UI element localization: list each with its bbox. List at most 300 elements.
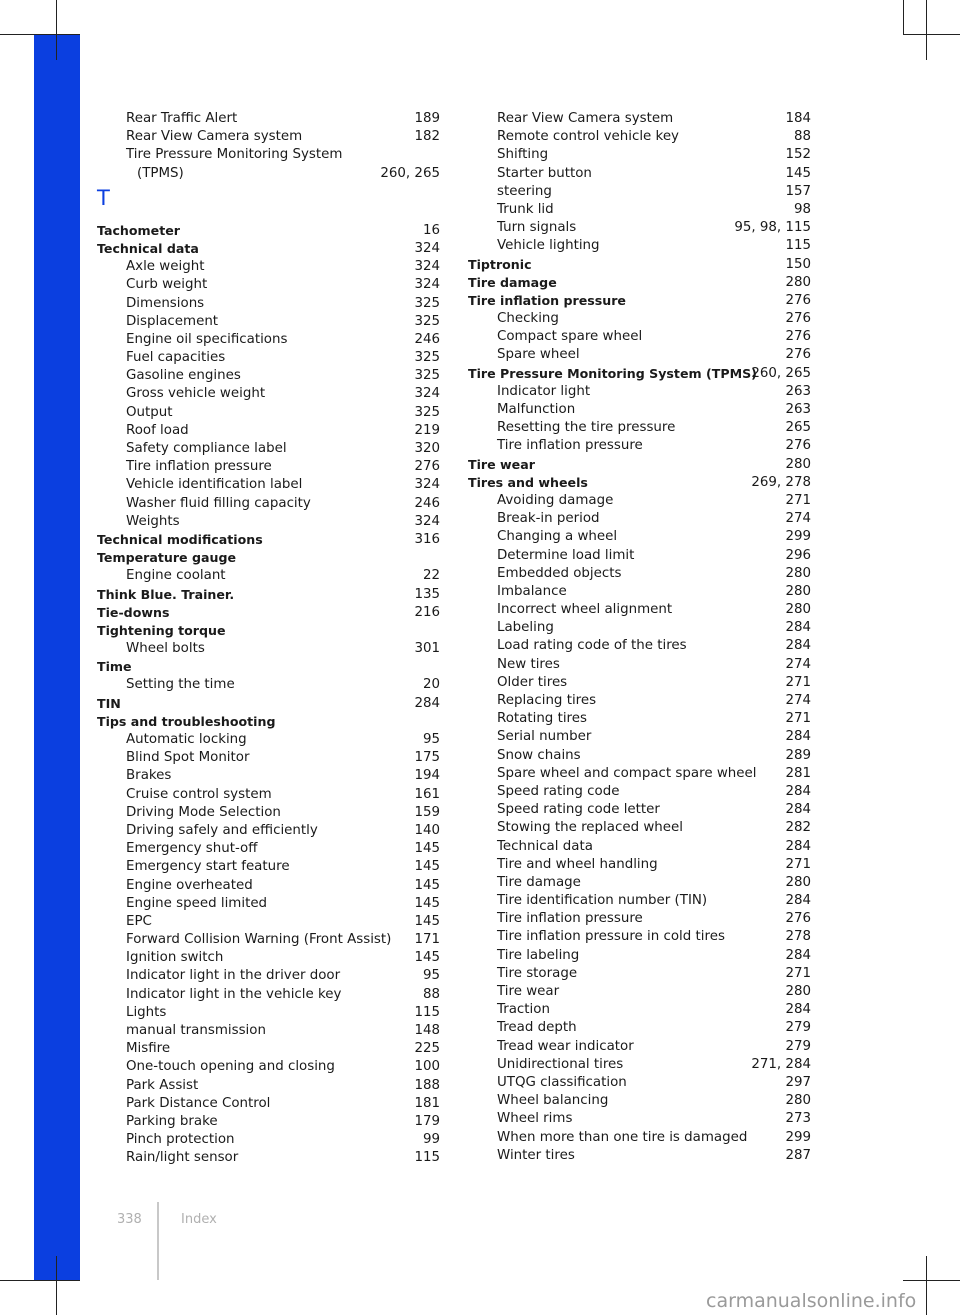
index-entry bbox=[468, 274, 811, 292]
entry-page-ref[interactable]: 276 bbox=[785, 329, 811, 345]
entry-term: Forward Collision Warning (Front Assist) bbox=[126, 932, 392, 948]
index-subentry bbox=[468, 928, 811, 946]
entry-page-ref[interactable]: 280 bbox=[785, 274, 811, 290]
entry-page-ref[interactable]: 276 bbox=[414, 459, 440, 475]
entry-page-ref[interactable]: 324 bbox=[414, 277, 440, 293]
index-subentry bbox=[468, 1074, 811, 1092]
entry-page-ref[interactable]: 284 bbox=[785, 893, 811, 909]
entry-term: Tire wear bbox=[468, 456, 535, 472]
entry-page-ref[interactable]: 135 bbox=[414, 586, 440, 602]
index-subentry bbox=[468, 1038, 811, 1056]
entry-term: Shifting bbox=[497, 147, 549, 163]
index-entry bbox=[468, 456, 811, 474]
entry-term: Stowing the replaced wheel bbox=[497, 820, 683, 836]
entry-page-ref[interactable]: 159 bbox=[414, 804, 440, 820]
entry-page-ref[interactable]: 276 bbox=[785, 347, 811, 363]
entry-page-ref[interactable]: 284 bbox=[785, 947, 811, 963]
crop-mark bbox=[903, 34, 960, 35]
entry-term: Displacement bbox=[126, 313, 219, 329]
entry-page-ref[interactable]: 95 bbox=[422, 968, 440, 984]
blue-sidebar-bar bbox=[34, 34, 80, 1280]
entry-page-ref[interactable]: 99 bbox=[422, 1132, 440, 1148]
index-entry bbox=[97, 240, 440, 258]
entry-term: Tire damage bbox=[468, 274, 557, 290]
entry-term: Tire storage bbox=[497, 965, 578, 981]
index-subentry bbox=[468, 965, 811, 983]
entry-page-ref[interactable]: 274 bbox=[785, 656, 811, 672]
entry-page-ref[interactable]: 179 bbox=[414, 1113, 440, 1129]
entry-term: New tires bbox=[497, 656, 560, 672]
entry-page-ref[interactable]: 271 bbox=[785, 711, 811, 727]
crop-mark bbox=[0, 34, 80, 35]
entry-term: Indicator light bbox=[497, 383, 591, 399]
entry-term: Dimensions bbox=[126, 295, 205, 311]
index-subentry bbox=[97, 786, 440, 804]
entry-page-ref[interactable]: 325 bbox=[414, 368, 440, 384]
index-entry bbox=[97, 622, 440, 640]
index-subentry bbox=[468, 801, 811, 819]
entry-term: Tire Pressure Monitoring System (TPMS) bbox=[468, 365, 757, 381]
entry-page-ref[interactable]: 246 bbox=[414, 331, 440, 347]
entry-term: Fuel capacities bbox=[126, 350, 226, 366]
index-subentry bbox=[468, 437, 811, 455]
entry-page-ref[interactable]: 284 bbox=[414, 695, 440, 711]
entry-term: Labeling bbox=[497, 620, 554, 636]
index-subentry bbox=[468, 947, 811, 965]
index-subentry bbox=[97, 1131, 440, 1149]
index-subentry bbox=[97, 513, 440, 531]
entry-page-ref[interactable]: 263 bbox=[785, 402, 811, 417]
entry-term: Driving Mode Selection bbox=[126, 804, 281, 820]
entry-term: Technical modifications bbox=[97, 531, 263, 547]
entry-page-ref[interactable]: 98 bbox=[793, 201, 811, 217]
entry-term: Emergency start feature bbox=[126, 859, 290, 875]
entry-page-ref[interactable]: 284 bbox=[785, 838, 811, 854]
entry-page-ref[interactable]: 324 bbox=[414, 513, 440, 529]
entry-term: Compact spare wheel bbox=[497, 329, 643, 345]
entry-page-ref[interactable]: 287 bbox=[785, 1147, 811, 1163]
letter-heading-text: T bbox=[97, 185, 110, 210]
index-subentry bbox=[97, 986, 440, 1004]
entry-term: Ignition switch bbox=[126, 950, 224, 966]
page-number: 338 bbox=[117, 1212, 142, 1227]
index-subentry bbox=[468, 128, 811, 146]
index-subentry bbox=[468, 583, 811, 601]
entry-page-ref[interactable]: 145 bbox=[414, 859, 440, 875]
index-subentry bbox=[97, 1113, 440, 1131]
entry-page-ref[interactable]: 324 bbox=[414, 240, 440, 256]
entry-page-ref[interactable]: 280 bbox=[785, 1093, 811, 1109]
entry-page-ref[interactable]: 22 bbox=[422, 568, 440, 584]
entry-term: Trunk lid bbox=[497, 201, 554, 217]
index-subentry bbox=[97, 128, 440, 146]
entry-page-ref[interactable]: 320 bbox=[414, 441, 440, 456]
index-subentry bbox=[468, 747, 811, 765]
index-entry bbox=[468, 292, 811, 310]
index-subentry bbox=[468, 1019, 811, 1037]
entry-page-ref[interactable]: 145 bbox=[414, 913, 440, 929]
entry-page-ref[interactable]: 188 bbox=[414, 1077, 440, 1093]
entry-term: Traction bbox=[497, 1002, 550, 1018]
entry-term: Temperature gauge bbox=[97, 550, 237, 566]
entry-page-ref[interactable]: 100 bbox=[414, 1059, 440, 1075]
index-subentry bbox=[468, 419, 811, 437]
entry-term: Changing a wheel bbox=[497, 529, 618, 545]
entry-page-ref[interactable]: 95, 98, 115 bbox=[734, 220, 811, 236]
index-subentry bbox=[97, 1022, 440, 1040]
index-subentry bbox=[468, 692, 811, 710]
entry-page-ref[interactable]: 246 bbox=[414, 495, 440, 511]
index-subentry bbox=[97, 822, 440, 840]
index-entry bbox=[97, 531, 440, 549]
entry-term: Engine speed limited bbox=[126, 895, 268, 911]
entry-page-ref[interactable]: 182 bbox=[414, 129, 440, 145]
entry-page-ref[interactable]: 260, 265 bbox=[380, 165, 440, 181]
index-subentry bbox=[468, 547, 811, 565]
entry-term: manual transmission bbox=[126, 1023, 266, 1038]
entry-term: Tire inflation pressure in cold tires bbox=[497, 929, 725, 945]
index-entry bbox=[97, 549, 440, 567]
index-subentry bbox=[468, 383, 811, 401]
entry-page-ref[interactable]: 289 bbox=[785, 747, 811, 763]
entry-page-ref[interactable]: 301 bbox=[414, 641, 440, 657]
index-column-right bbox=[468, 110, 811, 1165]
index-subentry bbox=[468, 983, 811, 1001]
index-subentry bbox=[468, 510, 811, 528]
index-subentry bbox=[97, 110, 440, 128]
entry-page-ref[interactable]: 271 bbox=[785, 674, 811, 690]
entry-page-ref[interactable]: 284 bbox=[785, 638, 811, 654]
entry-term: Vehicle identification label bbox=[126, 477, 303, 493]
entry-page-ref[interactable]: 260, 265 bbox=[751, 365, 811, 381]
index-subentry bbox=[468, 565, 811, 583]
index-letter-heading bbox=[97, 183, 440, 222]
entry-term: Tips and troubleshooting bbox=[97, 713, 276, 729]
index-subentry bbox=[97, 165, 440, 183]
index-subentry bbox=[97, 1040, 440, 1058]
entry-term: Tachometer bbox=[97, 222, 180, 238]
entry-term: Park Assist bbox=[126, 1077, 199, 1093]
index-subentry bbox=[97, 440, 440, 458]
index-subentry bbox=[468, 874, 811, 892]
entry-page-ref[interactable]: 284 bbox=[785, 1002, 811, 1018]
index-subentry bbox=[468, 165, 811, 183]
index-subentry bbox=[468, 146, 811, 164]
entry-term: Tire inflation pressure bbox=[468, 292, 626, 308]
index-subentry bbox=[97, 931, 440, 949]
entry-page-ref[interactable]: 20 bbox=[422, 677, 440, 693]
entry-term: Weights bbox=[126, 513, 180, 529]
index-subentry bbox=[468, 619, 811, 637]
entry-page-ref[interactable]: 274 bbox=[785, 511, 811, 527]
entry-term: Park Distance Control bbox=[126, 1095, 271, 1111]
entry-page-ref[interactable]: 145 bbox=[414, 950, 440, 966]
entry-term: Tire damage bbox=[497, 874, 581, 890]
entry-term: Speed rating code letter bbox=[497, 802, 660, 818]
entry-page-ref[interactable]: 281 bbox=[785, 765, 811, 781]
entry-page-ref[interactable]: 325 bbox=[414, 295, 440, 311]
entry-page-ref[interactable]: 88 bbox=[793, 129, 811, 145]
index-subentry bbox=[468, 674, 811, 692]
index-subentry bbox=[468, 728, 811, 746]
entry-page-ref[interactable]: 280 bbox=[785, 602, 811, 618]
entry-page-ref[interactable]: 145 bbox=[414, 877, 440, 893]
entry-term: Tire inflation pressure bbox=[497, 911, 643, 927]
index-subentry bbox=[468, 656, 811, 674]
entry-term: Tire inflation pressure bbox=[126, 459, 272, 475]
entry-term: Embedded objects bbox=[497, 565, 622, 581]
entry-term: Tire labeling bbox=[497, 947, 580, 963]
entry-term: Resetting the tire pressure bbox=[497, 420, 676, 436]
entry-term: Tire and wheel handling bbox=[497, 856, 658, 872]
entry-page-ref[interactable]: 299 bbox=[785, 1129, 811, 1145]
crop-mark bbox=[903, 0, 904, 34]
entry-page-ref[interactable]: 274 bbox=[785, 693, 811, 708]
entry-page-ref[interactable]: 263 bbox=[785, 383, 811, 399]
index-subentry bbox=[97, 258, 440, 276]
entry-page-ref[interactable]: 219 bbox=[414, 422, 440, 438]
entry-page-ref[interactable]: 278 bbox=[785, 929, 811, 945]
entry-page-ref[interactable]: 271 bbox=[785, 492, 811, 508]
footer-divider bbox=[157, 1202, 159, 1280]
entry-page-ref[interactable]: 145 bbox=[414, 895, 440, 911]
index-subentry bbox=[97, 640, 440, 658]
entry-page-ref[interactable]: 181 bbox=[414, 1095, 440, 1111]
index-subentry bbox=[97, 295, 440, 313]
entry-page-ref[interactable]: 324 bbox=[414, 477, 440, 493]
index-subentry bbox=[97, 967, 440, 985]
entry-page-ref[interactable]: 280 bbox=[785, 583, 811, 599]
crop-mark bbox=[903, 1280, 960, 1281]
entry-page-ref[interactable]: 150 bbox=[785, 256, 811, 272]
entry-page-ref[interactable]: 145 bbox=[414, 841, 440, 857]
index-subentry bbox=[468, 783, 811, 801]
entry-term: Load rating code of the tires bbox=[497, 638, 687, 654]
index-subentry bbox=[468, 601, 811, 619]
entry-page-ref[interactable]: 273 bbox=[785, 1111, 811, 1127]
entry-page-ref[interactable]: 269, 278 bbox=[751, 474, 811, 490]
index-subentry bbox=[97, 367, 440, 385]
entry-term: Driving safely and efficiently bbox=[126, 822, 318, 838]
index-subentry bbox=[468, 201, 811, 219]
index-subentry bbox=[468, 637, 811, 655]
entry-term: Tire Pressure Monitoring System bbox=[126, 147, 343, 163]
index-subentry bbox=[97, 1095, 440, 1113]
entry-term: Malfunction bbox=[497, 402, 576, 417]
entry-page-ref[interactable]: 282 bbox=[785, 820, 811, 836]
entry-page-ref[interactable]: 296 bbox=[785, 547, 811, 563]
index-subentry bbox=[97, 1058, 440, 1076]
entry-page-ref[interactable]: 216 bbox=[414, 604, 440, 620]
index-subentry bbox=[468, 401, 811, 419]
entry-term: Rear View Camera system bbox=[126, 129, 303, 145]
entry-term: Rain/light sensor bbox=[126, 1150, 239, 1166]
entry-page-ref[interactable]: 276 bbox=[785, 311, 811, 327]
entry-page-ref[interactable]: 16 bbox=[422, 222, 440, 238]
entry-page-ref[interactable]: 284 bbox=[785, 783, 811, 799]
crop-mark bbox=[0, 1280, 80, 1281]
index-subentry bbox=[97, 1004, 440, 1022]
index-subentry bbox=[468, 710, 811, 728]
entry-page-ref[interactable]: 271 bbox=[785, 965, 811, 981]
index-subentry bbox=[97, 840, 440, 858]
entry-page-ref[interactable]: 276 bbox=[785, 438, 811, 454]
crop-mark bbox=[56, 0, 57, 60]
entry-term: Snow chains bbox=[497, 747, 581, 763]
entry-term: Safety compliance label bbox=[126, 441, 287, 456]
entry-term: Gross vehicle weight bbox=[126, 386, 266, 402]
index-subentry bbox=[97, 767, 440, 785]
index-subentry bbox=[468, 219, 811, 237]
entry-page-ref[interactable]: 324 bbox=[414, 386, 440, 402]
index-subentry bbox=[468, 310, 811, 328]
entry-term: Time bbox=[97, 659, 132, 675]
entry-term: Rotating tires bbox=[497, 711, 587, 727]
index-subentry bbox=[468, 1147, 811, 1165]
index-entry bbox=[97, 713, 440, 731]
index-subentry bbox=[97, 749, 440, 767]
entry-page-ref[interactable]: 325 bbox=[414, 350, 440, 366]
entry-term: Engine oil specifications bbox=[126, 331, 288, 347]
entry-page-ref[interactable]: 297 bbox=[785, 1074, 811, 1090]
entry-page-ref[interactable]: 316 bbox=[414, 531, 440, 547]
entry-page-ref[interactable]: 284 bbox=[785, 729, 811, 745]
entry-page-ref[interactable]: 194 bbox=[414, 768, 440, 784]
entry-page-ref[interactable]: 148 bbox=[414, 1023, 440, 1038]
index-subentry bbox=[468, 1056, 811, 1074]
index-subentry bbox=[97, 731, 440, 749]
index-subentry bbox=[97, 422, 440, 440]
entry-term: Vehicle lighting bbox=[497, 238, 600, 254]
entry-term: Rear View Camera system bbox=[497, 111, 674, 126]
entry-term: Misfire bbox=[126, 1041, 171, 1057]
index-subentry bbox=[468, 1001, 811, 1019]
entry-term: Output bbox=[126, 404, 173, 420]
entry-page-ref[interactable]: 184 bbox=[785, 111, 811, 126]
entry-page-ref[interactable]: 152 bbox=[785, 147, 811, 163]
index-entry bbox=[468, 256, 811, 274]
entry-term: Technical data bbox=[497, 838, 593, 854]
entry-term: Blind Spot Monitor bbox=[126, 750, 250, 766]
index-subentry bbox=[97, 349, 440, 367]
watermark: carmanualsonline.info bbox=[706, 1290, 917, 1312]
entry-term: Washer fluid filling capacity bbox=[126, 495, 311, 511]
entry-term: Wheel balancing bbox=[497, 1093, 609, 1109]
index-subentry bbox=[468, 892, 811, 910]
entry-term: Engine overheated bbox=[126, 877, 253, 893]
entry-term: Indicator light in the driver door bbox=[126, 968, 341, 984]
entry-page-ref[interactable]: 276 bbox=[785, 911, 811, 927]
entry-page-ref[interactable]: 271, 284 bbox=[751, 1056, 811, 1072]
entry-term: Tire wear bbox=[497, 984, 560, 999]
entry-page-ref[interactable]: 225 bbox=[414, 1041, 440, 1057]
entry-page-ref[interactable]: 280 bbox=[785, 456, 811, 472]
entry-term: Tie-downs bbox=[97, 604, 170, 620]
entry-term: Winter tires bbox=[497, 1147, 575, 1163]
index-subentry bbox=[468, 765, 811, 783]
index-entry bbox=[97, 604, 440, 622]
entry-page-ref[interactable]: 280 bbox=[785, 984, 811, 999]
entry-term: steering bbox=[497, 183, 552, 199]
entry-page-ref[interactable]: 324 bbox=[414, 259, 440, 275]
index-subentry bbox=[468, 328, 811, 346]
index-subentry bbox=[468, 1092, 811, 1110]
entry-page-ref[interactable]: 279 bbox=[785, 1020, 811, 1036]
entry-page-ref[interactable]: 115 bbox=[414, 1004, 440, 1020]
entry-page-ref[interactable]: 280 bbox=[785, 874, 811, 890]
entry-term: Speed rating code bbox=[497, 783, 620, 799]
index-entry bbox=[468, 365, 811, 383]
entry-page-ref[interactable]: 265 bbox=[785, 420, 811, 436]
entry-term: Tire identification number (TIN) bbox=[497, 893, 708, 909]
entry-page-ref[interactable]: 325 bbox=[414, 404, 440, 420]
entry-term: Replacing tires bbox=[497, 693, 597, 708]
entry-page-ref[interactable]: 145 bbox=[785, 165, 811, 181]
index-entry bbox=[97, 586, 440, 604]
entry-page-ref[interactable]: 299 bbox=[785, 529, 811, 545]
entry-term: Older tires bbox=[497, 674, 568, 690]
index-subentry bbox=[97, 895, 440, 913]
entry-page-ref[interactable]: 88 bbox=[422, 986, 440, 1002]
entry-term: Serial number bbox=[497, 729, 592, 745]
entry-term: Spare wheel and compact spare wheel bbox=[497, 765, 757, 781]
entry-term: Unidirectional tires bbox=[497, 1056, 624, 1072]
entry-page-ref[interactable]: 189 bbox=[414, 111, 440, 126]
entry-term: Roof load bbox=[126, 422, 189, 438]
index-entry bbox=[468, 474, 811, 492]
index-subentry bbox=[468, 528, 811, 546]
entry-term: UTQG classification bbox=[497, 1074, 627, 1090]
entry-term: Tire inflation pressure bbox=[497, 438, 643, 454]
entry-page-ref[interactable]: 284 bbox=[785, 802, 811, 818]
entry-page-ref[interactable]: 284 bbox=[785, 620, 811, 636]
index-subentry bbox=[468, 110, 811, 128]
index-column-left bbox=[97, 110, 440, 1168]
entry-term: Tread wear indicator bbox=[497, 1038, 634, 1054]
index-subentry bbox=[97, 567, 440, 585]
entry-page-ref[interactable]: 95 bbox=[422, 732, 440, 747]
entry-page-ref[interactable]: 325 bbox=[414, 313, 440, 329]
entry-page-ref[interactable]: 276 bbox=[785, 292, 811, 308]
index-entry bbox=[97, 695, 440, 713]
index-subentry bbox=[468, 819, 811, 837]
entry-page-ref[interactable]: 115 bbox=[785, 238, 811, 254]
entry-term: Engine coolant bbox=[126, 568, 226, 584]
entry-page-ref[interactable]: 279 bbox=[785, 1038, 811, 1054]
index-subentry bbox=[97, 313, 440, 331]
entry-term: Determine load limit bbox=[497, 547, 635, 563]
entry-term: Remote control vehicle key bbox=[497, 129, 679, 145]
entry-page-ref[interactable]: 140 bbox=[414, 822, 440, 838]
entry-term: Technical data bbox=[97, 240, 199, 256]
entry-page-ref[interactable]: 171 bbox=[414, 932, 440, 948]
entry-term: Break-in period bbox=[497, 511, 600, 527]
section-label: Index bbox=[181, 1212, 217, 1227]
entry-page-ref[interactable]: 175 bbox=[414, 750, 440, 766]
entry-term: Imbalance bbox=[497, 583, 567, 599]
index-subentry bbox=[468, 237, 811, 255]
entry-page-ref[interactable]: 271 bbox=[785, 856, 811, 872]
entry-term: Spare wheel bbox=[497, 347, 580, 363]
index-subentry bbox=[468, 346, 811, 364]
index-subentry bbox=[468, 910, 811, 928]
entry-page-ref[interactable]: 161 bbox=[414, 786, 440, 802]
entry-page-ref[interactable]: 280 bbox=[785, 565, 811, 581]
index-subentry bbox=[97, 1149, 440, 1167]
entry-term: Incorrect wheel alignment bbox=[497, 602, 673, 618]
entry-page-ref[interactable]: 115 bbox=[414, 1150, 440, 1166]
entry-page-ref[interactable]: 157 bbox=[785, 183, 811, 199]
